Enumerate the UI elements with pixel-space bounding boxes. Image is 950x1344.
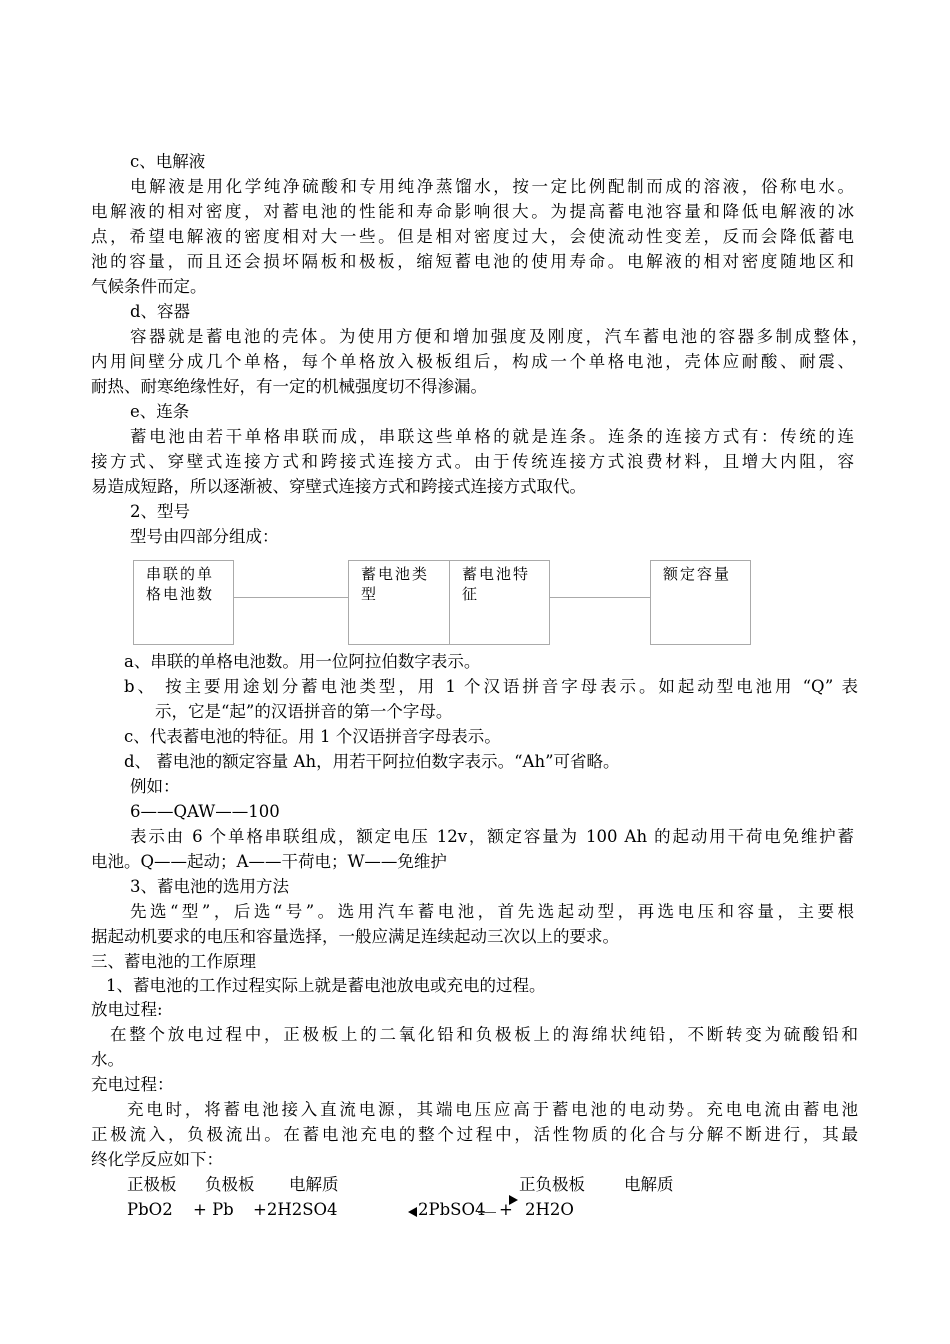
list-item-continuation: 示，它是“起”的汉语拼音的第一个字母。 [155, 702, 453, 721]
paragraph-line: 在整个放电过程中，正极板上的二氧化铅和负极板上的海绵状纯铅，不断转变为硫酸铅和 [110, 1025, 858, 1044]
formula-pbo2: PbO2 [127, 1200, 173, 1219]
diagram-connector [234, 597, 348, 598]
diagram-connector [550, 597, 650, 598]
label-electrolyte: 电解质 [289, 1175, 339, 1194]
label-negative-plate: 负极板 [205, 1175, 255, 1194]
diagram-box-cell-count: 串联的单格电池数 [133, 560, 234, 645]
paragraph-line: 1、蓄电池的工作过程实际上就是蓄电池放电或充电的过程。 [106, 976, 546, 995]
paragraph-line: 先选“型”，后选“号”。选用汽车蓄电池，首先选起动型，再选电压和容量，主要根 [130, 902, 854, 921]
heading-discharge: 放电过程: [91, 1000, 163, 1019]
paragraph-line: 水。 [91, 1050, 124, 1069]
example-code: 6——QAW——100 [130, 802, 280, 821]
paragraph-line: 蓄电池由若干单格串联而成，串联这些单格的就是连条。连条的连接方式有：传统的连 [130, 427, 854, 446]
paragraph-line: 点，希望电解液的密度相对大一些。但是相对密度过大，会使流动性变差，反而会降低蓄电 [91, 227, 854, 246]
paragraph-line: 气候条件而定。 [91, 277, 207, 296]
formula-plus: + [499, 1200, 513, 1219]
list-item: a、串联的单格电池数。用一位阿拉伯数字表示。 [124, 652, 481, 671]
paragraph-line: 耐热、耐寒绝缘性好，有一定的机械强度切不得渗漏。 [91, 377, 487, 396]
paragraph-line: 内用间壁分成几个单格，每个单格放入极板组后，构成一个单格电池，壳体应耐酸、耐震、 [91, 352, 854, 371]
arrow-right-icon [509, 1195, 518, 1205]
label-electrolyte-product: 电解质 [624, 1175, 674, 1194]
heading-selection: 3、蓄电池的选用方法 [130, 877, 289, 896]
arrow-left-icon [408, 1207, 417, 1217]
paragraph-line: 电解液是用化学纯净硫酸和专用纯净蒸馏水，按一定比例配制而成的溶液，俗称电水。 [130, 177, 854, 196]
heading-electrolyte: c、电解液 [130, 152, 206, 171]
section-heading-working-principle: 三、蓄电池的工作原理 [91, 952, 256, 971]
list-item: c、代表蓄电池的特征。用 1 个汉语拼音字母表示。 [124, 727, 501, 746]
formula-h2so4: +2H2SO4 [253, 1200, 338, 1219]
paragraph-line: 电池。Q——起动；A——干荷电；W——免维护 [91, 852, 447, 871]
formula-h2o: 2H2O [525, 1200, 574, 1219]
paragraph-line: 易造成短路，所以逐渐被、穿壁式连接方式和跨接式连接方式取代。 [91, 477, 586, 496]
diagram-box-rated-capacity: 额定容量 [650, 560, 751, 645]
diagram-box-battery-type: 蓄电池类型 [348, 560, 450, 645]
heading-model: 2、型号 [130, 502, 190, 521]
formula-pb: + Pb [193, 1200, 234, 1219]
paragraph-line: 正极流入，负极流出。在蓄电池充电的整个过程中，活性物质的化合与分解不断进行，其最 [91, 1125, 858, 1144]
paragraph-line: 型号由四部分组成： [130, 527, 279, 546]
label-positive-plate: 正极板 [127, 1175, 177, 1194]
equilibrium-line [478, 1212, 496, 1213]
paragraph-line: 终化学反应如下： [91, 1150, 223, 1169]
paragraph-line: 充电时，将蓄电池接入直流电源，其端电压应高于蓄电池的电动势。充电电流由蓄电池 [127, 1100, 858, 1119]
heading-container: d、容器 [130, 302, 191, 321]
paragraph-line: 接方式、穿壁式连接方式和跨接式连接方式。由于传统连接方式浪费材料，且增大内阻，容 [91, 452, 854, 471]
example-label: 例如： [130, 777, 180, 796]
list-item: d、 蓄电池的额定容量 Ah，用若干阿拉伯数字表示。“Ah”可省略。 [124, 752, 620, 771]
paragraph-line: 表示由 6 个单格串联组成，额定电压 12v，额定容量为 100 Ah 的起动用干荷电免维护蓄 [130, 827, 854, 846]
heading-charge: 充电过程： [91, 1075, 174, 1094]
paragraph-line: 池的容量，而且还会损坏隔板和极板，缩短蓄电池的使用寿命。电解液的相对密度随地区和 [91, 252, 854, 271]
diagram-box-battery-feature: 蓄电池特征 [449, 560, 550, 645]
label-pos-neg-plates: 正负极板 [519, 1175, 585, 1194]
heading-connector: e、连条 [130, 402, 190, 421]
paragraph-line: 电解液的相对密度，对蓄电池的性能和寿命影响很大。为提高蓄电池容量和降低电解液的冰 [91, 202, 854, 221]
list-item: b、 按主要用途划分蓄电池类型，用 1 个汉语拼音字母表示。如起动型电池用 “Q” 表 [124, 677, 858, 696]
paragraph-line: 据起动机要求的电压和容量选择，一般应满足连续起动三次以上的要求。 [91, 927, 619, 946]
paragraph-line: 容器就是蓄电池的壳体。为使用方便和增加强度及刚度，汽车蓄电池的容器多制成整体， [130, 327, 868, 346]
formula-pbso4: 2PbSO4 [418, 1200, 486, 1219]
